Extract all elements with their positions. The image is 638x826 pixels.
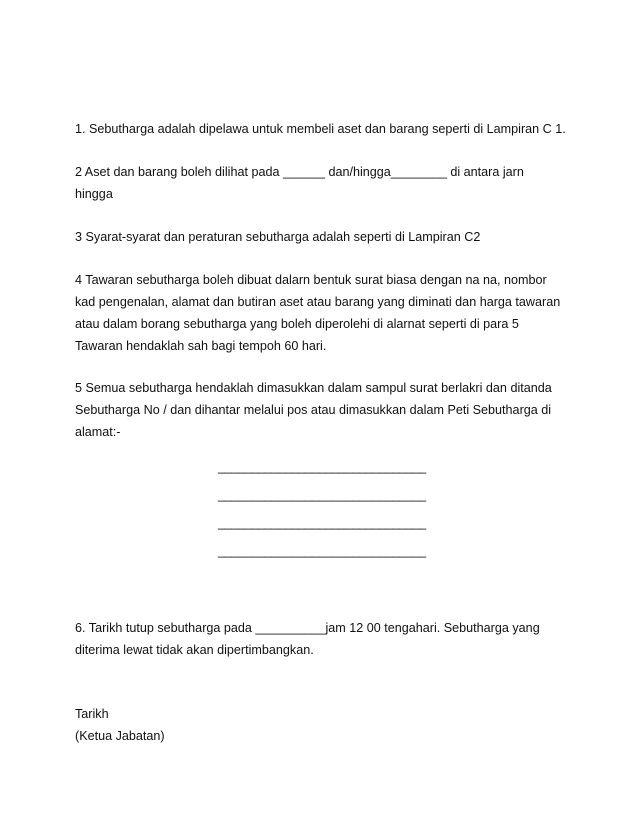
para1-line-1: 1. Sebutharga adalah dipelawa untuk membeli aset dan barang seperti di Lampiran C 1. bbox=[75, 122, 566, 136]
para5-line-1: 5 Semua sebutharga hendaklah dimasukkan dalam sampul surat berlakri dan ditanda bbox=[75, 381, 552, 395]
address-line-4: _______________________________ bbox=[218, 544, 426, 558]
para4-line-3: atau dalam borang sebutharga yang boleh diperolehi di alarnat seperti di para 5 bbox=[75, 317, 519, 331]
para2-line-2: hingga bbox=[75, 187, 113, 201]
para6-line-1: 6. Tarikh tutup sebutharga pada __________jam 12 00 tengahari. Sebutharga yang bbox=[75, 621, 540, 635]
para2-line-1: 2 Aset dan barang boleh dilihat pada ______ dan/hingga________ di antara jarn bbox=[75, 165, 524, 179]
address-line-1: _______________________________ bbox=[218, 460, 426, 474]
para6-line-2: diterima lewat tidak akan dipertimbangkan. bbox=[75, 643, 314, 657]
address-line-3: _______________________________ bbox=[218, 516, 426, 530]
para5-line-3: alamat:- bbox=[75, 425, 121, 439]
para3-line-1: 3 Syarat-syarat dan peraturan sebutharga adalah seperti di Lampiran C2 bbox=[75, 230, 481, 244]
para4-line-4: Tawaran hendaklah sah bagi tempoh 60 hari. bbox=[75, 339, 327, 353]
para4-line-1: 4 Tawaran sebutharga boleh dibuat dalarn bentuk surat biasa dengan na na, nombor bbox=[75, 273, 547, 287]
para4-line-2: kad pengenalan, alamat dan butiran aset atau barang yang diminati dan harga tawaran bbox=[75, 295, 561, 309]
para5-line-2: Sebutharga No / dan dihantar melalui pos atau dimasukkan dalam Peti Sebutharga di bbox=[75, 403, 552, 417]
address-line-2: _______________________________ bbox=[218, 488, 426, 502]
signatory-title: (Ketua Jabatan) bbox=[75, 729, 165, 743]
date-label: Tarikh bbox=[75, 707, 109, 721]
